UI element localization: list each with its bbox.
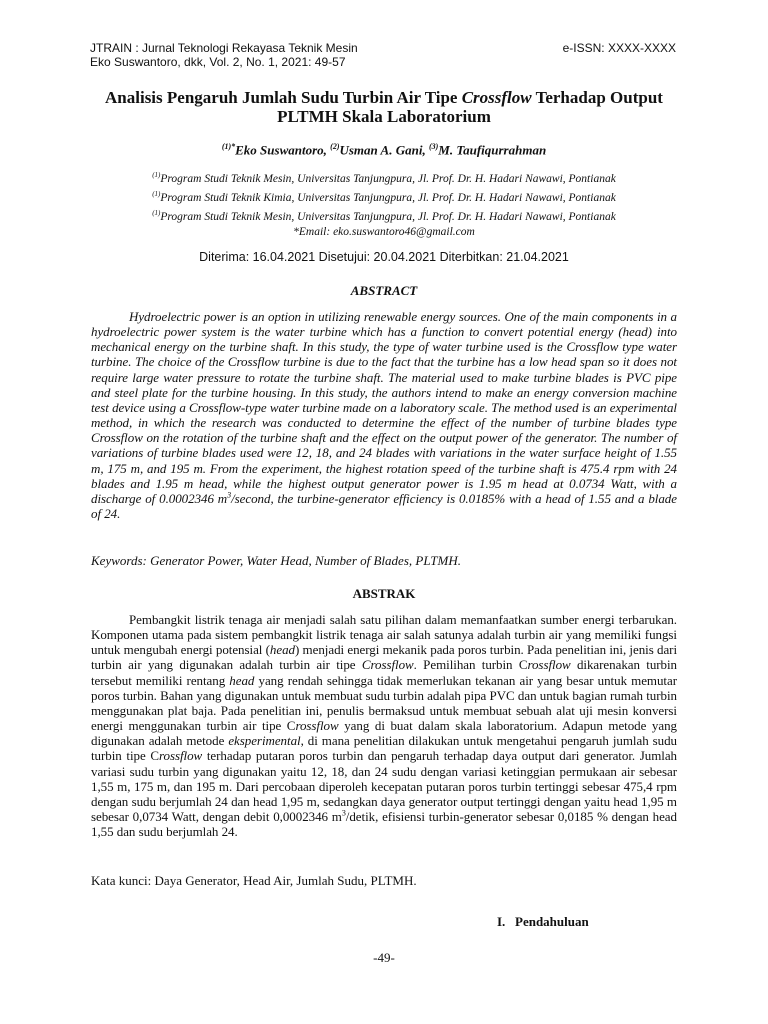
author-mark: (2) xyxy=(330,142,340,151)
abstrak-text: yang rendah sehingga tidak memerlukan tekanan air yang besar untuk memutar poros turbin. Bahan yang digunakan untuk membuat sudu turbin adalah pipa PVC dan untuk bagian rumah turbin menggunakan plat baja. Pada penelitian ini, penulis bermaksud untuk membuat sebuah alat uji mesin konversi energi menggunakan turbin air tipe C xyxy=(91,672,677,734)
affiliation-text: Program Studi Teknik Kimia, Universitas Tanjungpura, Jl. Prof. Dr. H. Hadari Nawawi, Pontianak xyxy=(160,191,616,204)
abstrak-text: yang di buat dalam skala laboratorium. Adapun metode yang digunakan adalah metode xyxy=(91,718,677,749)
abstrak-text-end: /detik, efisiensi turbin-generator sebesar 0,0185 % dengan head 1,55 dan sudu berjumlah 24. xyxy=(91,809,677,840)
author-name: M. Taufiqurrahman xyxy=(438,142,547,158)
section-title: Pendahuluan xyxy=(515,914,589,929)
affiliation xyxy=(90,206,678,225)
author-list xyxy=(90,142,678,158)
abstrak-heading: ABSTRAK xyxy=(352,586,416,601)
page-number: -49- xyxy=(373,950,395,965)
affiliation-mark: (1) xyxy=(152,208,161,217)
abstrak-text: Pembangkit listrik tenaga air menjadi salah satu pilihan dalam memanfaatkan sumber energi terbarukan. Komponen utama pada sistem pembangkit listrik tenaga air salah satunya adalah turbin air yang memiliki fungsi untuk mengubah energi potensial ( xyxy=(91,612,677,658)
citation-line: Eko Suswantoro, dkk, Vol. 2, No. 1, 2021: 49-57 xyxy=(90,55,346,69)
author-name: Usman A. Gani, xyxy=(339,142,429,158)
abstrak-italic: eksperimental xyxy=(228,733,301,749)
affiliation xyxy=(90,168,678,187)
running-header xyxy=(90,41,676,69)
author-mark: (3) xyxy=(428,142,439,151)
abstract-text-end: /second, the turbine-generator efficiency is 0.0185% with a head of 1.55 and a blade of 24. xyxy=(91,490,677,522)
section-heading xyxy=(497,914,589,930)
abstract-body xyxy=(91,309,677,521)
abstrak-italic: rossflow xyxy=(295,718,339,734)
keywords: Keywords: Generator Power, Water Head, Number of Blades, PLTMH. xyxy=(91,553,461,568)
abstrak-text: terhadap putaran poros turbin dan pengaruh terhadap daya output dari generator. Jumlah variasi sudu turbin yang digunakan yaitu 12, 18, dan 24 sudu dengan variasi ketinggian permukaan air sebesar 1,55 m, 175 m, dan 195 m. Dari percobaan diperoleh kecepatan putaran poros turbin tertinggi sebesar 475,4 rpm dengan sudu berjumlah 24 dan head 1,95 m, sedangkan daya generator output tertinggi dengan yaitu head 1,95 m sebesar 0,0734 Watt, dengan debit 0,0002346 m xyxy=(91,748,677,825)
abstrak-italic: rossflow xyxy=(527,657,571,673)
abstract-heading: ABSTRACT xyxy=(350,283,418,298)
abstrak-text: ) menjadi energi mekanik pada poros turbin. Pada penelitian ini, jenis dari turbin air yang digunakan adalah turbin air tipe xyxy=(91,642,678,673)
corresponding-email: *Email: eko.suswantoro46@gmail.com xyxy=(293,226,475,238)
author-name: Eko Suswantoro, xyxy=(235,142,331,158)
abstrak-text: . Pemilihan turbin C xyxy=(413,657,528,673)
abstrak-text: , di mana penelitian dilakukan untuk mengetahui pengaruh jumlah sudu turbin tipe C xyxy=(91,733,678,764)
section-number: I. xyxy=(497,914,506,929)
affiliation xyxy=(90,187,678,206)
abstract-text: Hydroelectric power is an option in utilizing renewable energy sources. One of the main components in a hydroelectric power system is the water turbine which has a function to convert potential energy (head) into mechanical energy on the turbine shaft. In this study, the type of water turbine used is the Crossflow type water turbine. The choice of the Crossflow turbine is due to the fact that the turbine has a low head span so it does not require large water pressure to rotate the turbine shaft. The material used to make turbine blades is PVC pipe and steel plate for the turbine housing. In this study, the authors intend to make an energy conversion machine test device using a Crossflow-type water turbine made on a laboratory scale. The method used is an experimental method, in which the research was conducted to determine the effect of the number of turbine blades type Crossflow on the rotation of the turbine shaft and the effect on the output power of the generator. The number of variations of turbine blades used were 12, 18, and 24 blades with variations in the water surface height of 1.55 m, 175 m, and 195 m. From the experiment, the highest rotation speed of the turbine shaft is 475.4 rpm with 24 blades and 1.95 m head, while the highest output generator power is 1.95 m head at 0.0734 Watt, with a discharge of 0.0002346 m xyxy=(91,309,677,506)
paper-title xyxy=(90,88,678,126)
submission-dates: Diterima: 16.04.2021 Disetujui: 20.04.2021 Diterbitkan: 21.04.2021 xyxy=(199,250,569,264)
author-mark: (1)* xyxy=(221,142,236,151)
superscript: 3 xyxy=(341,808,346,818)
affiliations xyxy=(90,168,678,224)
title-text: Analisis Pengaruh Jumlah Sudu Turbin Air Tipe xyxy=(105,88,462,107)
affiliation-mark: (1) xyxy=(152,189,161,198)
abstrak-text: dikarenakan turbin tersebut memiliki rentang xyxy=(91,657,678,688)
kata-kunci: Kata kunci: Daya Generator, Head Air, Jumlah Sudu, PLTMH. xyxy=(91,873,417,888)
title-text-end: Terhadap Output PLTMH Skala Laboratorium xyxy=(277,88,663,126)
affiliation-text: Program Studi Teknik Mesin, Universitas Tanjungpura, Jl. Prof. Dr. H. Hadari Nawawi, Pontianak xyxy=(160,210,616,223)
abstrak-italic: head xyxy=(269,642,295,658)
issn: e-ISSN: XXXX-XXXX xyxy=(562,41,676,55)
superscript: 3 xyxy=(227,490,232,500)
affiliation-mark: (1) xyxy=(152,171,161,179)
abstrak-italic: Crossflow xyxy=(361,657,414,673)
title-italic: Crossflow xyxy=(461,88,532,107)
affiliation-text: Program Studi Teknik Mesin, Universitas Tanjungpura, Jl. Prof. Dr. H. Hadari Nawawi, Pontianak xyxy=(160,172,616,185)
abstrak-italic: head xyxy=(229,672,255,688)
abstrak-body xyxy=(91,612,677,839)
abstrak-italic: rossflow xyxy=(158,748,203,764)
journal-name: JTRAIN : Jurnal Teknologi Rekayasa Teknik Mesin xyxy=(90,41,358,55)
